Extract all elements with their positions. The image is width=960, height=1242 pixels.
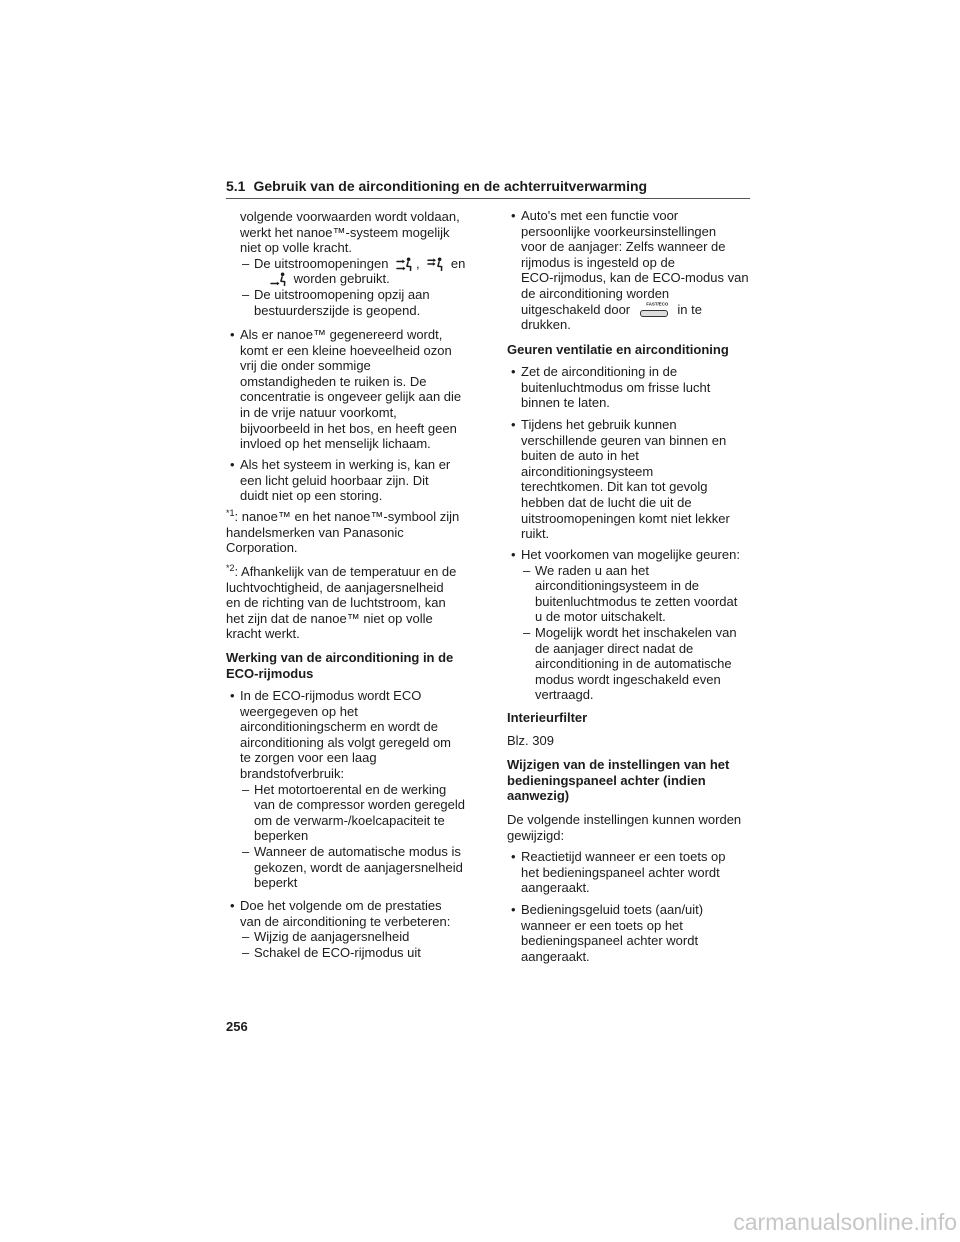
line-text: buitenluchtmodus om frisse lucht [521,379,711,395]
bullet-line [521,448,769,464]
line-text: aangeraakt. [521,948,590,964]
line-text: komt er een kleine hoeveelheid ozon [240,342,452,358]
line-text: airconditioningsysteem in de [535,578,700,594]
bullet-item [226,898,488,960]
right-column [507,0,769,1242]
line-text: het bedieningspaneel achter wordt [521,864,720,880]
bullet-line [521,286,769,302]
line-text: Schakel de ECO-rijmodus uit [254,944,421,960]
line-text: drukken. [521,317,571,333]
sub-line [535,578,769,594]
line-text: airconditioningsysteem [521,463,654,479]
bullet-lead [507,417,769,542]
bullet-lead [507,849,769,896]
heading-line [507,710,769,726]
line-text: Wijzig de aanjagersnelheid [254,929,410,945]
sub-line [254,287,488,303]
sub-item [507,625,769,703]
line-text: aanwezig) [507,788,570,804]
footnote [226,564,488,642]
line-text: De uitstroomopening opzij aan [254,286,430,302]
paragraph-line [507,828,769,844]
bullet-lead [507,364,769,411]
paragraph-lead [507,812,769,843]
line-text: buitenluchtmodus te zetten voordat [535,593,738,609]
bullet-line [521,918,769,934]
bullet-line [521,511,769,527]
sub-item [507,563,769,625]
heading-line [226,666,488,682]
line-text: ruikt. [521,526,550,542]
line-text: wanneer er een toets op het [521,917,683,933]
dash-marker: – [242,929,250,945]
fast-eco-button-icon [640,303,668,318]
heading-lead [507,342,769,358]
bullet-line [521,464,769,480]
line-text: vrij die onder sommige [240,358,371,374]
footnote-line [226,580,488,596]
heading-line [507,788,769,804]
line-text: buiten de auto in het [521,448,639,464]
continuation-line [240,209,488,225]
line-text: Reactietijd wanneer er een toets op [521,849,726,864]
bullet-lead [226,457,488,504]
line-text: uitgeschakeld door [521,301,634,317]
section-number: 5.1 [226,178,246,194]
sub-line [254,797,488,813]
bullet-marker: • [230,688,235,703]
line-text: in de vrije natuur voorkomt, [240,404,397,420]
line-text: om de verwarm-/koelcapaciteit te [254,812,445,828]
airflow-face-feet-icon [396,257,412,271]
line-text: brandstofverbruik: [240,765,345,781]
line-text: : Afhankelijk van de temperatuur en de [234,564,457,579]
section-heading [507,342,769,358]
bullet-line [240,436,488,452]
bullet-item [507,849,769,896]
line-text: Blz. 309 [507,733,554,748]
footnote-line [226,509,488,525]
line-text: persoonlijke voorkeursinstellingen [521,223,717,239]
bullet-line [521,380,769,396]
line-text: Auto's met een functie voor [521,208,679,223]
bullet-line [240,473,488,489]
bullet-lead [507,547,769,563]
line-text: omstandigheden te ruiken is. De [240,373,427,389]
sub-item [226,945,488,961]
sub-line [254,929,488,945]
line-text: handelsmerken van Panasonic [226,524,404,540]
line-text: u de motor uitschakelt. [535,609,666,625]
line-text: Als het systeem in werking is, kan er [240,457,451,472]
fast-eco-bar [640,310,668,317]
bullet-item [507,208,769,333]
sub-line [535,656,769,672]
line-text: binnen te laten. [521,395,610,411]
footnote-line [226,595,488,611]
bullet-line [240,688,488,704]
bullet-line [521,933,769,949]
sub-line [535,594,769,610]
bullet-line [240,719,488,735]
bullet-item [507,547,769,703]
continuation-line [240,240,488,256]
line-text: Wanneer de automatische modus is [254,843,461,859]
line-text: bedieningspaneel achter wordt [521,933,699,949]
line-text: vertraagd. [535,687,594,703]
line-text: terechtkomen. Dit kan tot gevolg [521,479,708,495]
fast-eco-label: FAST/ECO [646,301,669,306]
continuation-lead [226,209,488,256]
line-text: het zijn dat de nanoe™ niet op volle [226,610,433,626]
line-text: airconditioningscherm en wordt de [240,719,438,735]
heading-lead [507,757,769,804]
section-heading [507,757,769,804]
line-text: Als er nanoe™ gegenereerd wordt, [240,327,443,342]
line-text: de airconditioning worden [521,285,670,301]
line-text: gewijzigd: [507,827,565,843]
bullet-item [507,902,769,964]
line-text: werkt het nanoe™-systeem mogelijk [240,224,450,240]
line-text: In de ECO-rijmodus wordt ECO [240,688,422,703]
sub-line [254,271,488,287]
line-text: en de richting van de luchtstroom, kan [226,595,446,611]
sub-line [535,672,769,688]
line-text: modus wordt ingeschakeld even [535,671,721,687]
bullet-line [521,395,769,411]
line-text: Het voorkomen van mogelijke geuren: [521,547,740,562]
sub-line [535,625,769,641]
heading-line [507,773,769,789]
line-text: bedieningspaneel achter (indien [507,772,706,788]
dash-marker: – [242,255,250,271]
bullet-lead [226,898,488,929]
bullet-line [240,750,488,766]
line-text: concentratie is ongeveer gelijk aan die [240,389,462,405]
sub-line [254,813,488,829]
footnote-marker: *2 [226,563,235,573]
line-text: Corporation. [226,540,298,556]
sub-line [254,875,488,891]
sub-line [535,641,769,657]
section-heading [226,650,488,681]
bullet-marker: • [230,327,235,342]
line-text: invloed op het menselijk lichaam. [240,436,431,452]
sub-line [254,945,488,961]
footnote-line [226,564,488,580]
line-text: beperken [254,828,309,844]
bullet-line [521,317,769,333]
line-text: ECO-rijmodus [226,665,314,681]
footnote [226,509,488,556]
bullet-line [521,302,769,318]
bullet-line [521,417,769,433]
paragraph [507,733,769,749]
sub-line [254,256,488,272]
heading-lead [507,710,769,726]
paragraph [507,812,769,843]
continuation-text [226,209,488,318]
bullet-line [521,849,769,865]
line-text: voor de aanjager: Zelfs wanneer de [521,239,726,255]
sub-item [226,844,488,891]
airflow-face-icon [427,257,443,271]
line-text: Geuren ventilatie en airconditioning [507,342,729,357]
bullet-line [521,239,769,255]
sub-line [254,782,488,798]
sub-item [226,782,488,844]
bullet-lead [226,327,488,452]
line-text: luchtvochtigheid, de aanjagersnelheid [226,579,444,595]
bullet-marker: • [511,364,516,379]
bullet-line [521,364,769,380]
heading-line [226,650,488,666]
footnote-lead [226,509,488,556]
bullet-line [521,495,769,511]
watermark: carmanualsonline.info [733,1209,957,1235]
line-text: van de airconditioning te verbeteren: [240,913,451,929]
line-text: Interieurfilter [507,710,588,725]
sub-line [535,687,769,703]
bullet-line [240,421,488,437]
bullet-line [240,704,488,720]
line-text: de aanjager direct nadat de [535,640,694,656]
line-text: Werking van de airconditioning in de [226,650,454,665]
line-text: airconditioning als volgt geregeld om [240,734,452,750]
sub-item [226,287,488,318]
line-text: duidt niet op een storing. [240,488,383,504]
section-heading [507,710,769,726]
line-text: Tijdens het gebruik kunnen [521,417,677,432]
footnote-marker: *1 [226,508,235,518]
bullet-marker: • [511,417,516,432]
bullet-line [240,343,488,359]
line-text: een licht geluid hoorbaar zijn. Dit [240,472,429,488]
line-text: , [416,255,424,271]
bullet-marker: • [230,898,235,913]
line-text: Doe het volgende om de prestaties [240,898,442,913]
bullet-line [240,735,488,751]
line-text: We raden u aan het [535,562,649,578]
paragraph-lead [507,733,769,749]
bullet-line [521,479,769,495]
dash-marker: – [242,781,250,797]
bullet-line [521,865,769,881]
bullet-line [521,255,769,271]
bullet-line [521,224,769,240]
bullet-marker: • [511,902,516,917]
bullet-lead [507,208,769,333]
line-text: volgende voorwaarden wordt voldaan, [240,209,460,224]
sub-line [254,844,488,860]
bullet-lead [507,902,769,964]
line-text: niet op volle kracht. [240,240,353,256]
dash-marker: – [242,286,250,302]
heading-lead [226,650,488,681]
line-text: De volgende instellingen kunnen worden [507,812,742,827]
heading-line [507,342,769,358]
bullet-line [240,766,488,782]
bullet-marker: • [511,547,516,562]
sub-item [226,256,488,287]
line-text: airconditioning in de automatische [535,656,732,672]
line-text: rijmodus is ingesteld op de [521,254,675,270]
page-number: 256 [226,1019,248,1034]
line-text: uitstroomopeningen komt niet lekker [521,510,730,526]
line-text: Wijzigen van de instellingen van het [507,757,730,772]
dash-marker: – [523,624,531,640]
line-text: Zet de airconditioning in de [521,364,678,379]
footnote-line [226,525,488,541]
line-text: kracht werkt. [226,626,300,642]
bullet-item [507,364,769,411]
bullet-line [521,270,769,286]
sub-line [535,609,769,625]
section-title: Gebruik van de airconditioning en de achterruitverwarming [253,178,648,194]
dash-marker: – [242,944,250,960]
footnote-line [226,611,488,627]
continuation-line [240,225,488,241]
line-text: : nanoe™ en het nanoe™-symbool zijn [234,509,460,524]
bullet-line [521,526,769,542]
line-text: verschillende geuren van binnen en [521,432,727,448]
footnote-line [226,540,488,556]
bullet-marker: • [511,208,516,223]
dash-marker: – [242,843,250,859]
line-text: in te [673,301,702,317]
line-text: weergegeven op het [240,703,358,719]
bullet-line [521,949,769,965]
left-column [226,0,488,1242]
line-text: van de compressor worden geregeld [254,797,466,813]
line-text: beperkt [254,875,298,891]
bullet-marker: • [230,457,235,472]
bullet-line [521,433,769,449]
line-text: Mogelijk wordt het inschakelen van [535,624,737,640]
sub-line [254,828,488,844]
bullet-line [240,405,488,421]
footnote-lead [226,564,488,642]
line-text: worden gebruikt. [290,271,390,287]
sub-item [226,929,488,945]
line-text: en [447,255,466,271]
bullet-item [226,327,488,452]
bullet-item [507,417,769,542]
paragraph-line [507,733,769,749]
bullet-line [521,208,769,224]
bullet-line [521,547,769,563]
bullet-line [521,880,769,896]
footnote-line [226,626,488,642]
line-text: hebben dat de lucht die uit de [521,494,692,510]
line-text: Bedieningsgeluid toets (aan/uit) [521,902,704,917]
line-text: ECO-rijmodus, kan de ECO-modus van [521,270,749,286]
bullet-line [240,358,488,374]
bullet-line [521,902,769,918]
line-text: bestuurderszijde is geopend. [254,302,421,318]
sub-line [254,860,488,876]
bullet-item [226,457,488,504]
bullet-line [240,374,488,390]
airflow-feet-icon [270,272,286,286]
line-text: bijvoorbeeld in het bos, en heeft geen [240,420,457,436]
sub-line [535,563,769,579]
heading-line [507,757,769,773]
bullet-line [240,457,488,473]
bullet-lead [226,688,488,782]
dash-marker: – [523,562,531,578]
bullet-marker: • [511,849,516,864]
line-text: te zorgen voor een laag [240,750,377,766]
bullet-line [240,389,488,405]
bullet-line [240,488,488,504]
bullet-line [240,327,488,343]
line-text: aangeraakt. [521,880,590,896]
sub-line [254,303,488,319]
bullet-item [226,688,488,891]
line-text: gekozen, wordt de aanjagersnelheid [254,859,463,875]
line-text: Het motortoerental en de werking [254,781,447,797]
paragraph-line [507,812,769,828]
line-text: De uitstroomopeningen [254,255,393,271]
bullet-line [240,914,488,930]
bullet-line [240,898,488,914]
